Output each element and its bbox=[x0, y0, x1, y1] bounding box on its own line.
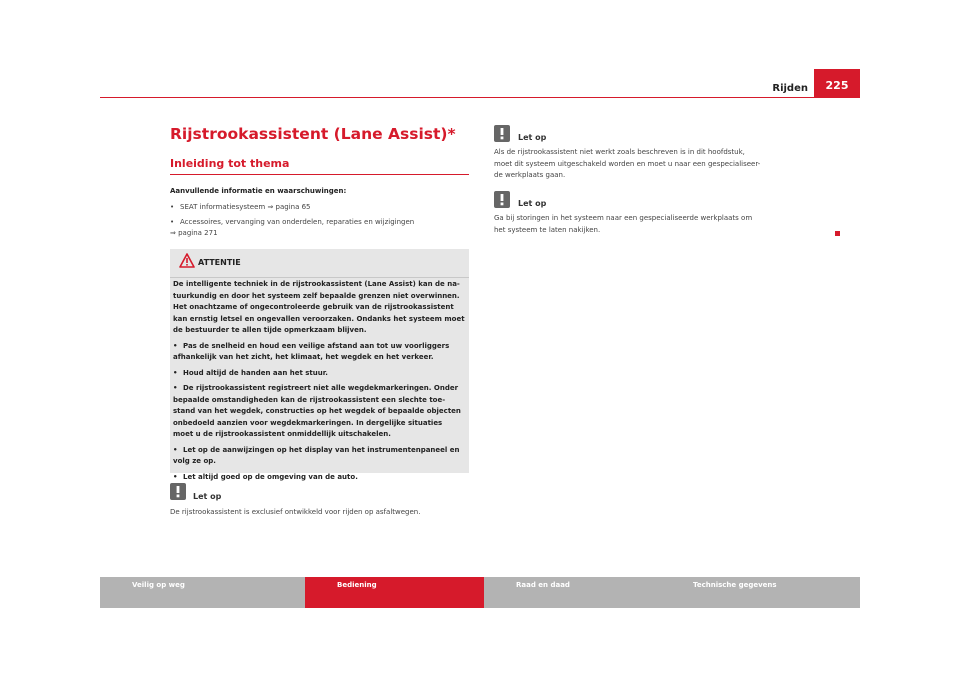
intro-heading: Aanvullende informatie en waarschuwingen: bbox=[170, 187, 347, 195]
warning-line: volg ze op. bbox=[173, 457, 216, 465]
warning-line: afhankelijk van het zicht, het klimaat, het wegdek en het verkeer. bbox=[173, 353, 434, 361]
warning-line: stand van het wegdek, constructies op het wegdek of bepaalde objecten bbox=[173, 407, 461, 415]
footer-tab-bediening[interactable]: Bediening bbox=[305, 577, 484, 608]
section-title: Rijden bbox=[772, 83, 808, 94]
note-line: de werkplaats gaan. bbox=[494, 171, 566, 179]
warning-line: onbedoeld aanzien voor wegdekmarkeringen. In dergelijke situaties bbox=[173, 418, 443, 427]
page-number: 225 bbox=[825, 79, 849, 92]
warning-bullet-1: • Pas de snelheid en houd een veilige afstand aan tot uw voorliggers bbox=[173, 341, 450, 350]
footer-tab-raad-en-daad[interactable]: Raad en daad bbox=[484, 577, 661, 608]
note-text: De rijstrookassistent is exclusief ontwikkeld voor rijden op asfaltwegen. bbox=[170, 508, 421, 516]
warning-line: de bestuurder te allen tijde opmerkzaam blijven. bbox=[173, 326, 367, 334]
warning-title: ATTENTIE bbox=[198, 258, 241, 267]
intro-item-2-ref: ⇒ pagina 271 bbox=[170, 229, 218, 237]
warning-line: kan ernstig letsel en ongevallen veroorzaken. Ondanks het systeem moet bbox=[173, 314, 465, 323]
section-subtitle: Inleiding tot thema bbox=[170, 157, 290, 170]
note-icon bbox=[494, 125, 510, 142]
header-rule bbox=[100, 97, 860, 98]
intro-item-1: • SEAT informatiesysteem ⇒ pagina 65 bbox=[170, 203, 311, 211]
warning-line: moet u de rijstrookassistent onmiddellijk uitschakelen. bbox=[173, 430, 391, 438]
note-line: moet dit systeem uitgeschakeld worden en moet u naar een gespecialiseer- bbox=[494, 159, 761, 168]
intro-item-2: • Accessoires, vervanging van onderdelen, reparaties en wijzigingen bbox=[170, 218, 415, 226]
note-line: het systeem te laten nakijken. bbox=[494, 225, 601, 234]
subtitle-rule bbox=[170, 174, 469, 175]
warning-bullet-2: • Houd altijd de handen aan het stuur. bbox=[173, 368, 328, 377]
warning-triangle-icon bbox=[179, 253, 195, 272]
warning-bullet-5: • Let altijd goed op de omgeving van de auto. bbox=[173, 472, 358, 481]
footer-tab-veilig-op-weg[interactable]: Veilig op weg bbox=[100, 577, 305, 608]
note-title: Let op bbox=[518, 199, 547, 208]
warning-bullet-3: • De rijstrookassistent registreert niet alle wegdekmarkeringen. Onder bbox=[173, 384, 459, 392]
note-title: Let op bbox=[518, 133, 547, 142]
warning-text bbox=[173, 279, 466, 483]
note-text bbox=[494, 147, 760, 182]
warning-line: tuurkundig en door het systeem zelf bepaalde grenzen niet overwinnen. bbox=[173, 291, 460, 300]
note-icon bbox=[494, 191, 510, 208]
warning-bullet-4: • Let op de aanwijzingen op het display van het instrumentenpaneel en bbox=[173, 445, 460, 454]
warning-line: bepaalde omstandigheden kan de rijstrookassistent een slechte toe- bbox=[173, 395, 446, 404]
warning-line: Het onachtzame of ongecontroleerde gebruik van de rijstrookassistent bbox=[173, 303, 454, 311]
note-title: Let op bbox=[193, 492, 222, 501]
end-of-section-marker bbox=[835, 231, 840, 236]
note-icon bbox=[170, 483, 186, 500]
note-line: Als de rijstrookassistent niet werkt zoals beschreven is in dit hoofdstuk, bbox=[494, 148, 745, 156]
note-text bbox=[494, 213, 752, 236]
footer-tab-technische-gegevens[interactable]: Technische gegevens bbox=[661, 577, 860, 608]
warning-line: De intelligente techniek in de rijstrookassistent (Lane Assist) kan de na- bbox=[173, 280, 460, 288]
note-line: Ga bij storingen in het systeem naar een gespecialiseerde werkplaats om bbox=[494, 214, 753, 222]
page-title: Rijstrookassistent (Lane Assist)* bbox=[170, 125, 456, 143]
